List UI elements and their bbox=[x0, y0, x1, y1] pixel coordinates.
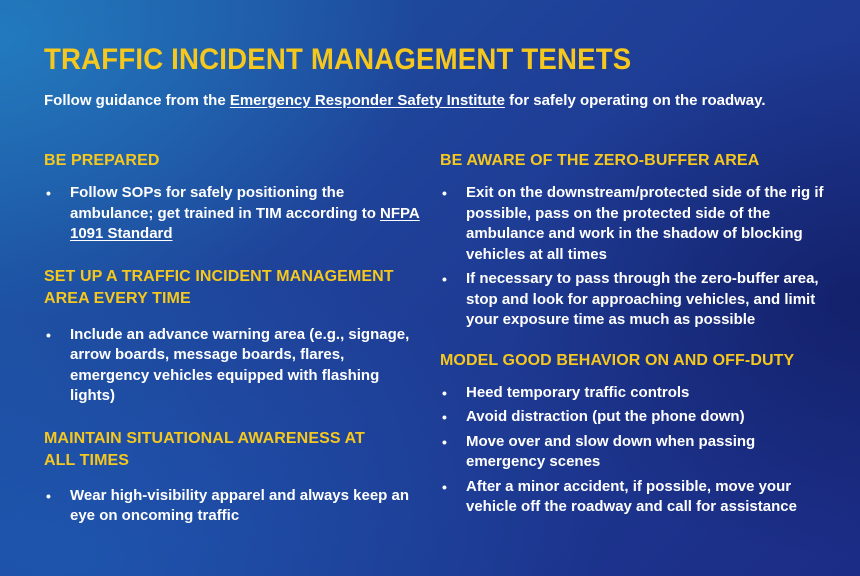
section-set-up-area bbox=[44, 266, 424, 407]
subtitle-text-after: for safely operating on the roadway. bbox=[504, 92, 766, 109]
bullet-list-situational-awareness bbox=[44, 486, 424, 527]
bullet-item: • Avoid distraction (put the phone down) bbox=[440, 407, 830, 428]
erisi-link[interactable]: Emergency Responder Safety Institute bbox=[229, 92, 505, 109]
bullet-item: • Move over and slow down when passing emergency scenes bbox=[440, 432, 830, 473]
bullet-item: • Exit on the downstream/protected side of the rig if possible, pass on the protected side of the ambulance and work in the shadow of blocking vehicles at all times bbox=[440, 183, 830, 265]
section-zero-buffer bbox=[440, 150, 830, 331]
left-column bbox=[44, 150, 424, 527]
right-column bbox=[440, 150, 830, 518]
page-subtitle bbox=[44, 92, 766, 109]
section-heading-set-up-area bbox=[44, 266, 424, 310]
heading-line: MAINTAIN SITUATIONAL AWARENESS AT bbox=[44, 429, 365, 447]
bullet-item: • Heed temporary traffic controls bbox=[440, 383, 830, 404]
bullet-list-be-prepared bbox=[44, 183, 424, 245]
bullet-list-zero-buffer bbox=[440, 183, 830, 331]
bullet-text: Follow SOPs for safely positioning the ambulance; get trained in TIM according to bbox=[70, 184, 381, 222]
bullet-item bbox=[44, 183, 424, 245]
bullet-item: • Include an advance warning area (e.g., signage, arrow boards, message boards, flares, emergency vehicles equipped with flashing lights) bbox=[44, 325, 424, 407]
section-heading-be-prepared: BE PREPARED bbox=[44, 152, 160, 169]
heading-line: AREA EVERY TIME bbox=[44, 289, 191, 307]
section-heading-zero-buffer: BE AWARE OF THE ZERO-BUFFER AREA bbox=[440, 152, 760, 169]
section-heading-model-behavior: MODEL GOOD BEHAVIOR ON AND OFF-DUTY bbox=[440, 351, 795, 369]
bullet-item: • After a minor accident, if possible, move your vehicle off the roadway and call for assistance bbox=[440, 477, 830, 518]
nfpa-1091-link[interactable]: NFPA 1091 Standard bbox=[70, 204, 420, 242]
heading-line: SET UP A TRAFFIC INCIDENT MANAGEMENT bbox=[44, 267, 394, 285]
bullet-list-model-behavior bbox=[440, 383, 830, 518]
bullet-list-set-up-area bbox=[44, 325, 424, 407]
page-title: TRAFFIC INCIDENT MANAGEMENT TENETS bbox=[44, 43, 632, 76]
section-heading-situational-awareness bbox=[44, 428, 424, 472]
section-model-behavior bbox=[440, 350, 830, 518]
bullet-item: • Wear high-visibility apparel and always keep an eye on oncoming traffic bbox=[44, 486, 424, 527]
subtitle-text-before: Follow guidance from the bbox=[44, 92, 230, 109]
section-situational-awareness bbox=[44, 428, 424, 527]
bullet-item: • If necessary to pass through the zero-buffer area, stop and look for approaching vehicles, and limit your exposure time as much as possible bbox=[440, 269, 830, 331]
heading-line: ALL TIMES bbox=[44, 451, 130, 469]
section-be-prepared bbox=[44, 150, 424, 245]
